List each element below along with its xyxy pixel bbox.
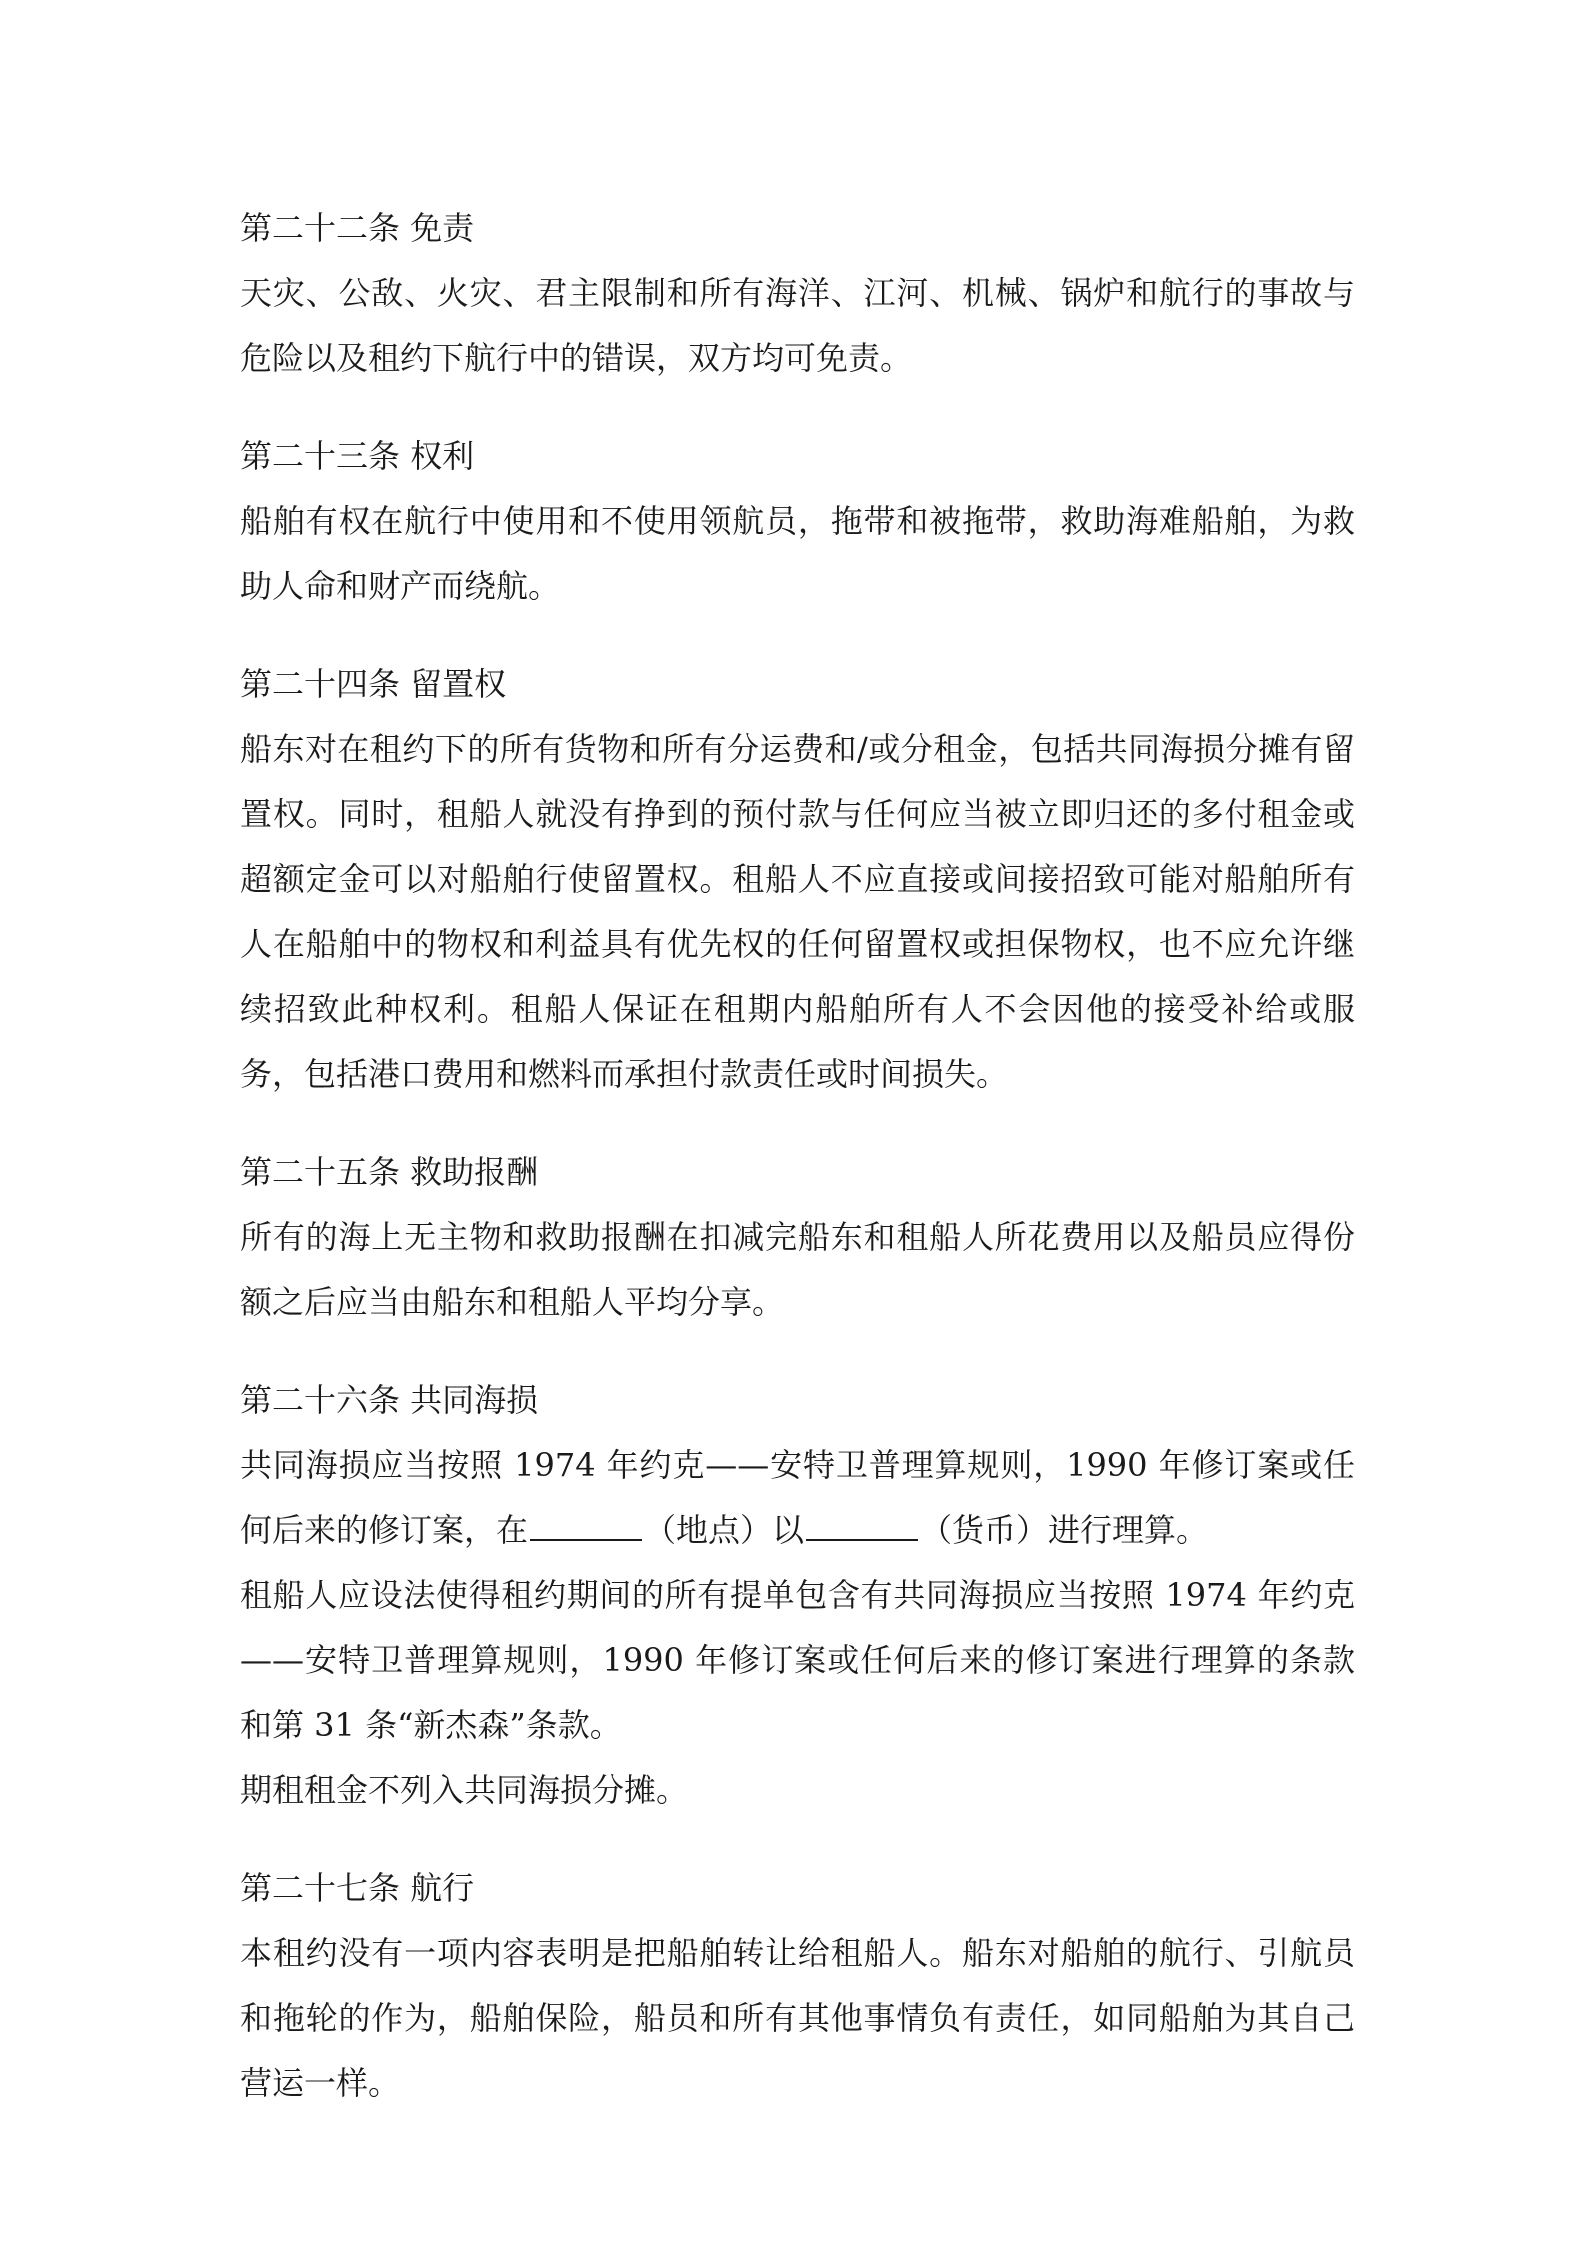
article-heading: 第二十五条 救助报酬 <box>240 1153 539 1191</box>
article-24 <box>240 652 1355 1107</box>
article-heading: 第二十七条 航行 <box>240 1869 475 1907</box>
currency-blank-line <box>806 1511 918 1541</box>
article-26 <box>240 1368 1355 1823</box>
article-25 <box>240 1140 1355 1335</box>
article-paragraph: 船东对在租约下的所有货物和所有分运费和/或分租金，包括共同海损分摊有留置权。同时，租船人就没有挣到的预付款与任何应当被立即归还的多付租金或超额定金可以对船舶行使留置权。租船人不应直接或间接招致可能对船舶所有人在船舶中的物权和利益具有优先权的任何留置权或担保物权，也不应允许继续招致此种权利。租船人保证在租期内船舶所有人不会因他的接受补给或服务，包括港口费用和燃料而承担付款责任或时间损失。 <box>240 730 1355 1093</box>
article-paragraph: 天灾、公敌、火灾、君主限制和所有海洋、江河、机械、锅炉和航行的事故与危险以及租约下航行中的错误，双方均可免责。 <box>240 274 1355 377</box>
paragraph-text: （地点）以 <box>644 1511 805 1549</box>
document-body <box>240 196 1355 2149</box>
article-27 <box>240 1856 1355 2116</box>
article-paragraph-with-blanks <box>240 1433 1355 1563</box>
article-22 <box>240 196 1355 391</box>
paragraph-text: 共同海损应当按照 1974 年约克——安特卫普理算规则，1990 年修订案或任何后来的修订案，在 <box>240 1446 1355 1549</box>
paragraph-text: （货币）进行理算。 <box>920 1511 1209 1549</box>
article-paragraph: 船舶有权在航行中使用和不使用领航员，拖带和被拖带，救助海难船舶，为救助人命和财产而绕航。 <box>240 502 1355 605</box>
article-23 <box>240 424 1355 619</box>
article-paragraph: 本租约没有一项内容表明是把船舶转让给租船人。船东对船舶的航行、引航员和拖轮的作为，船舶保险，船员和所有其他事情负有责任，如同船舶为其自己营运一样。 <box>240 1934 1355 2102</box>
article-paragraph: 期租租金不列入共同海损分摊。 <box>240 1771 689 1809</box>
article-heading: 第二十六条 共同海损 <box>240 1381 539 1419</box>
place-blank-line <box>530 1511 642 1541</box>
article-heading: 第二十三条 权利 <box>240 437 475 475</box>
article-heading: 第二十四条 留置权 <box>240 665 507 703</box>
article-paragraph: 所有的海上无主物和救助报酬在扣减完船东和租船人所花费用以及船员应得份额之后应当由船东和租船人平均分享。 <box>240 1218 1355 1321</box>
article-heading: 第二十二条 免责 <box>240 209 475 247</box>
article-paragraph: 租船人应设法使得租约期间的所有提单包含有共同海损应当按照 1974 年约克——安特卫普理算规则，1990 年修订案或任何后来的修订案进行理算的条款和第 31 条“新杰森”条款。 <box>240 1576 1355 1744</box>
